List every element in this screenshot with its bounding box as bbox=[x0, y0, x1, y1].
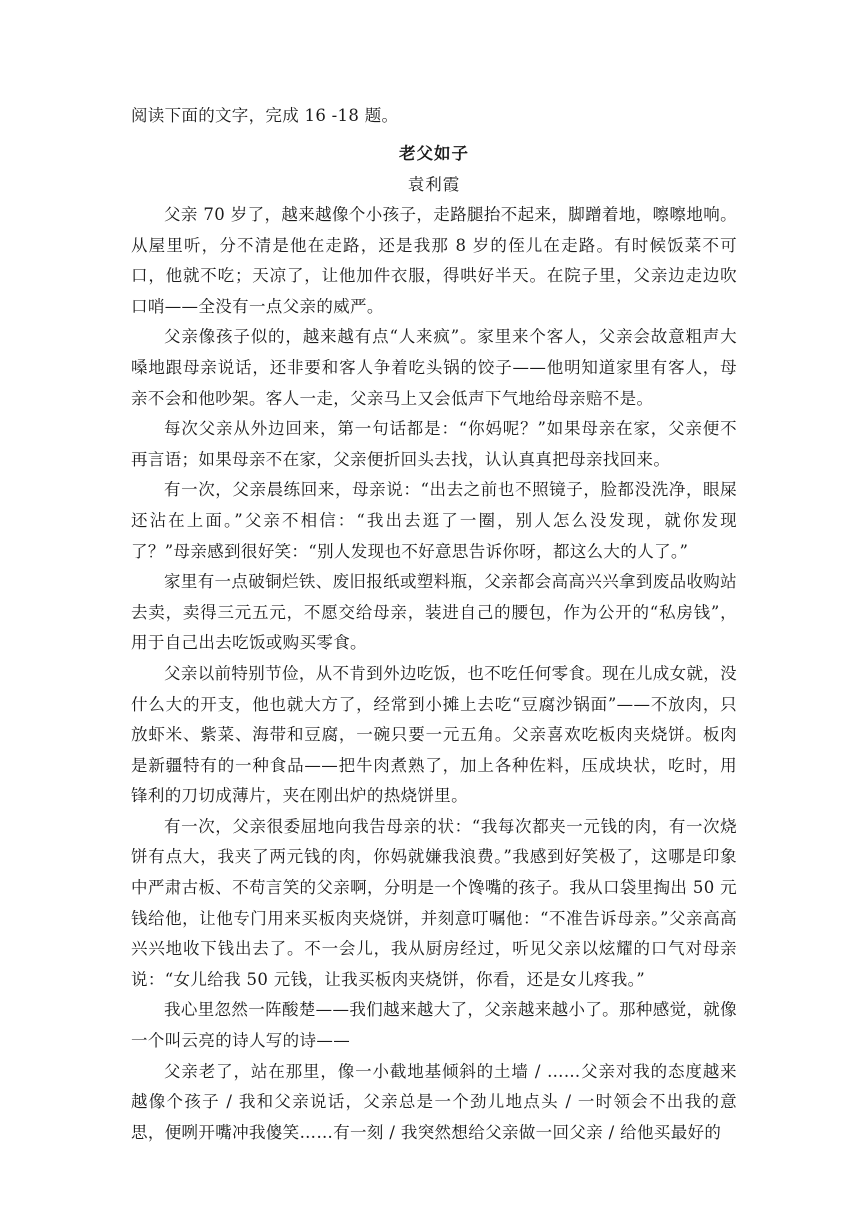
paragraph-5: 家里有一点破铜烂铁、废旧报纸或塑料瓶，父亲都会高高兴兴拿到废品收购站去卖，卖得三元五元，不愿交给母亲，装进自己的腰包，作为公开的“私房钱”，用于自己出去吃饭或购买零食。 bbox=[131, 572, 737, 653]
question-intro: 阅读下面的文字，完成 16 -18 题。 bbox=[131, 106, 399, 125]
paragraph-3: 每次父亲从外边回来，第一句话都是：“你妈呢？”如果母亲在家，父亲便不再言语；如果母亲不在家，父亲便折回头去找，认认真真把母亲找回来。 bbox=[131, 419, 737, 469]
paragraph-1: 父亲 70 岁了，越来越像个小孩子，走路腿抬不起来，脚蹭着地，嚓嚓地响。从屋里听，分不清是他在走路，还是我那 8 岁的侄儿在走路。有时候饭菜不可口，他就不吃；天凉了，让他加件衣服，得哄好半天。在院子里，父亲边走边吹口哨——全没有一点父亲的威严。 bbox=[131, 205, 737, 316]
paragraph-8: 我心里忽然一阵酸楚——我们越来越大了，父亲越来越小了。那种感觉，就像一个叫云亮的诗人写的诗—— bbox=[131, 1000, 737, 1051]
article-title: 老父如子 bbox=[399, 144, 469, 163]
document-page bbox=[131, 100, 737, 1148]
paragraph-9: 父亲老了，站在那里，像一小截地基倾斜的土墙 / ……父亲对我的态度越来越像个孩子 / 我和父亲说话，父亲总是一个劲儿地点头 / 一时领会不出我的意思，便咧开嘴冲我傻笑……有一刻 / 我突然想给父亲做一回父亲 / 给他买最好的 bbox=[131, 1061, 737, 1142]
paragraph-7: 有一次，父亲很委屈地向我告母亲的状：“我每次都夹一元钱的肉，有一次烧饼有点大，我夹了两元钱的肉，你妈就嫌我浪费。”我感到好笑极了，这哪是印象中严肃古板、不苟言笑的父亲啊，分明是一个馋嘴的孩子。我从口袋里掏出 50 元钱给他，让他专门用来买板肉夹烧饼，并刻意叮嘱他：“不准告诉母亲。”父亲高高兴兴地收下钱出去了。不一会儿，我从厨房经过，听见父亲以炫耀的口气对母亲说：“女儿给我 50 元钱，让我买板肉夹烧饼，你看，还是女儿疼我。” bbox=[131, 816, 737, 989]
paragraph-6: 父亲以前特别节俭，从不肯到外边吃饭，也不吃任何零食。现在儿成女就，没什么大的开支，他也就大方了，经常到小摊上去吃“豆腐沙锅面”——不放肉，只放虾米、紫菜、海带和豆腐，一碗只要一元五角。父亲喜欢吃板肉夹烧饼。板肉是新疆特有的一种食品——把牛肉煮熟了，加上各种佐料，压成块状，吃时，用锋利的刀切成薄片，夹在刚出炉的热烧饼里。 bbox=[131, 663, 737, 806]
paragraph-4: 有一次，父亲晨练回来，母亲说：“出去之前也不照镜子，脸都没洗净，眼屎还沾在上面。”父亲不相信：“我出去逛了一圈，别人怎么没发现，就你发现了？”母亲感到很好笑：“别人发现也不好意思告诉你呀，都这么大的人了。” bbox=[131, 480, 737, 561]
article-author: 袁利霞 bbox=[407, 175, 461, 194]
article-body bbox=[131, 200, 737, 1148]
paragraph-2: 父亲像孩子似的，越来越有点“人来疯”。家里来个客人，父亲会故意粗声大嗓地跟母亲说话，还非要和客人争着吃头锅的饺子——他明知道家里有客人，母亲不会和他吵架。客人一走，父亲马上又会低声下气地给母亲赔不是。 bbox=[131, 327, 737, 408]
